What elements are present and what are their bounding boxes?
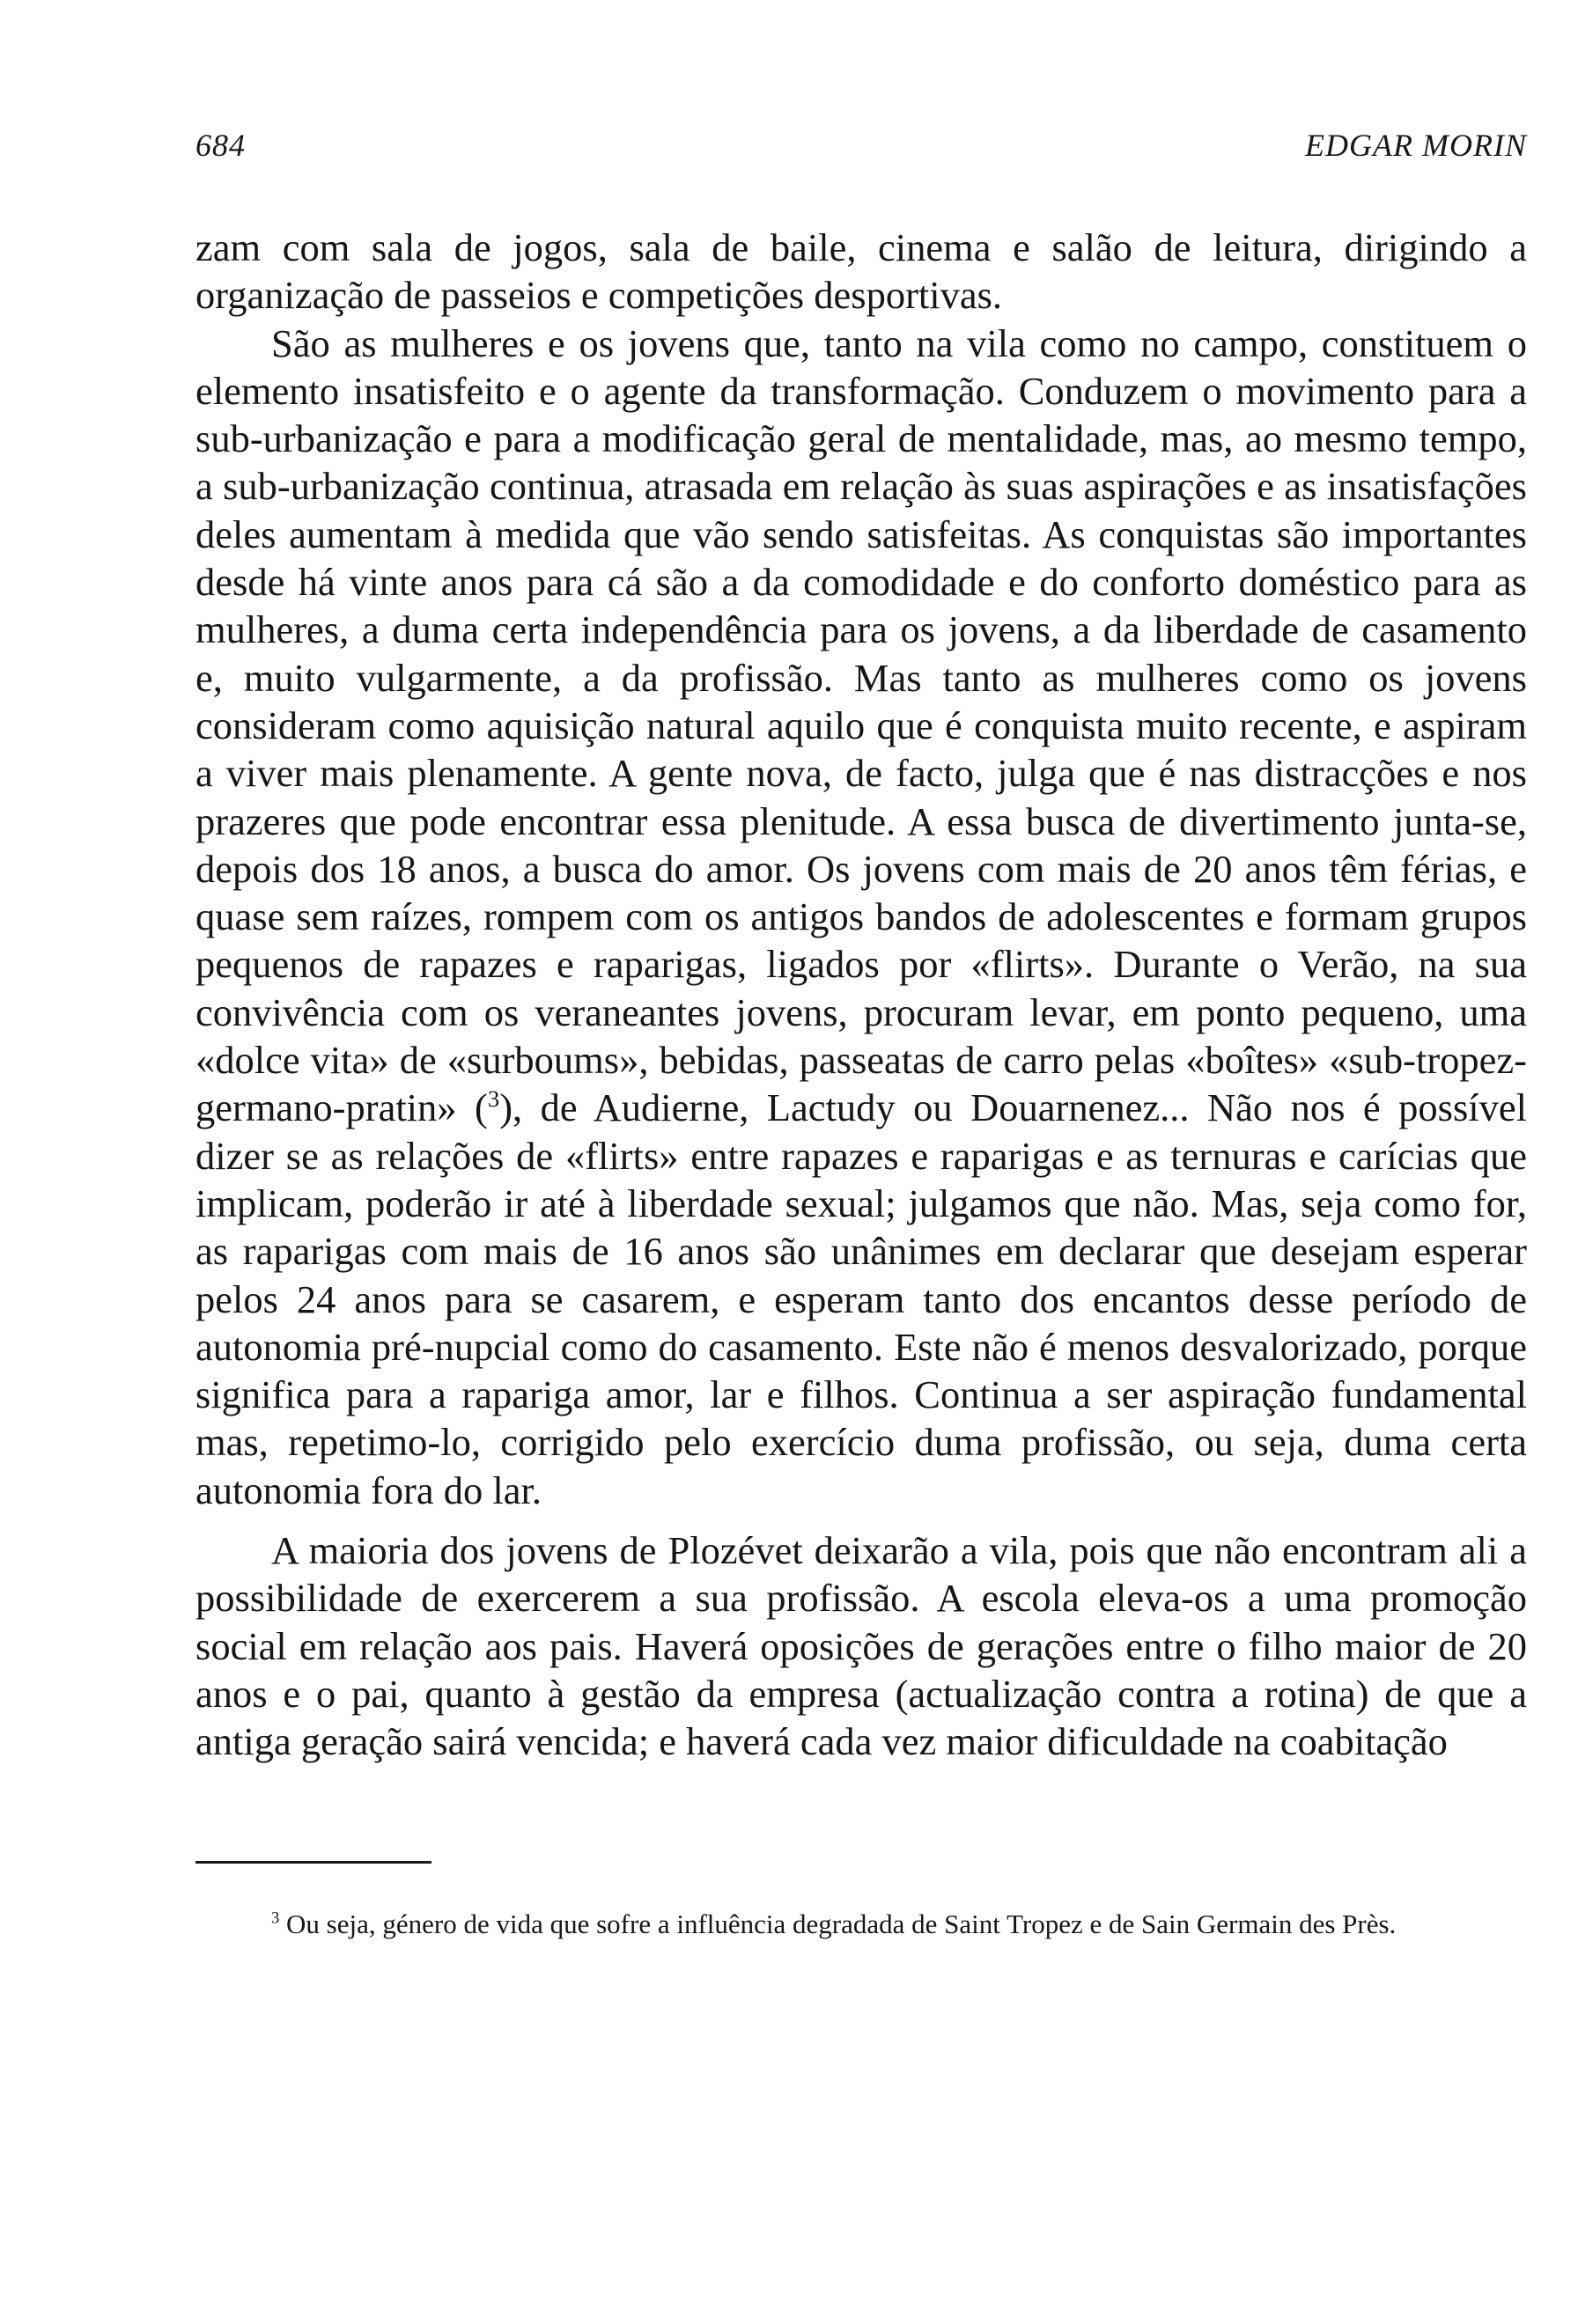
paragraph-women-and-youth <box>195 320 1527 1514</box>
paragraph-continuation: zam com sala de jogos, sala de baile, cinema e salão de leitura, dirigindo a organização de passeios e competições desportivas. <box>195 225 1527 318</box>
footnote-divider <box>195 1861 431 1864</box>
footnote-reference: 3 <box>487 1085 500 1113</box>
body-text <box>195 224 1527 1766</box>
footnote <box>195 1906 1527 1942</box>
paragraph-part: ), de Audierne, Lactudy ou Douarnenez... Não nos é possível dizer se as relações de «flirts» entre rapazes e raparigas e as ternuras e carícias que implicam, poderão ir até à liberdade sexual; julgamos que não. Mas, seja como for, as raparigas com mais de 16 anos são unânimes em declarar que desejam esperar pelos 24 anos para se casarem, e esperam tanto dos encantos desse período de autonomia pré-nupcial como do casamento. Este não é menos desvalorizado, porque significa para a rapariga amor, lar e filhos. Continua a ser aspiração fundamental mas, repetimo-lo, corrigido pelo exercício duma profissão, ou seja, duma certa autonomia fora do lar. <box>195 1085 1527 1512</box>
running-head <box>195 114 1527 176</box>
footnote-marker: 3 <box>271 1908 280 1928</box>
paragraph-part: São as mulheres e os jovens que, tanto na vila como no campo, constituem o elemento insatisfeito e o agente da transformação. Conduzem o movimento para a sub-urbanização e para a modificação geral de mentalidade, mas, ao mesmo tempo, a sub-urbanização continua, atrasada em relação às suas aspirações e as insatisfações deles aumentam à medida que vão sendo satisfeitas. As conquistas são importantes desde há vinte anos para cá são a da comodidade e do conforto doméstico para as mulheres, a duma certa independência para os jovens, a da liberdade de casamento e, muito vulgarmente, a da profissão. Mas tanto as mulheres como os jovens consideram como aquisição natural aquilo que é conquista muito recente, e aspiram a viver mais plenamente. A gente nova, de facto, julga que é nas distracções e nos prazeres que pode encontrar essa plenitude. A essa busca de divertimento junta-se, depois dos 18 anos, a busca do amor. Os jovens com mais de 20 anos têm férias, e quase sem raízes, rompem com os antigos bandos de adolescentes e formam grupos pequenos de rapazes e raparigas, ligados por «flirts». Durante o Verão, na sua convivência com os veraneantes jovens, procuram levar, em ponto pequeno, uma «dolce vita» de «surboums», bebidas, passeatas de carro pelas «boîtes» «sub-tropez-germano-pratin» ( <box>195 320 1527 1130</box>
paragraph-plozevet-youth: A maioria dos jovens de Plozévet deixarão a vila, pois que não encontram ali a possibilidade de exercerem a sua profissão. A escola eleva-os a uma promoção social em relação aos pais. Haverá oposições de gerações entre o filho maior de 20 anos e o pai, quanto à gestão da empresa (actualização contra a rotina) de que a antiga geração sairá vencida; e haverá cada vez maior dificuldade na coabitação <box>195 1528 1527 1764</box>
page <box>195 114 1527 1942</box>
running-head-author: EDGAR MORIN <box>1305 128 1527 163</box>
page-number: 684 <box>195 128 246 163</box>
footnote-text: Ou seja, género de vida que sofre a influência degradada de Saint Tropez e de Sain Germain des Près. <box>279 1908 1397 1939</box>
